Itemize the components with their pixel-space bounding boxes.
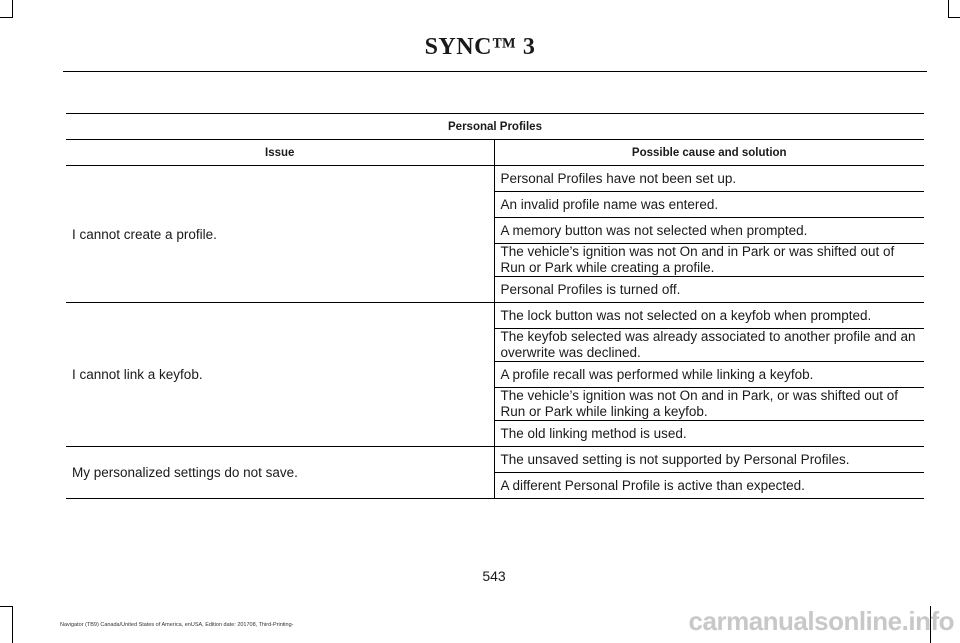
table-row: [66, 303, 924, 329]
cause-cell: The keyfob selected was already associated to another profile and an overwrite was declined.: [494, 329, 924, 362]
page-header-title: SYNC™ 3: [424, 34, 536, 60]
cause-cell: A memory button was not selected when prompted.: [494, 218, 924, 244]
crop-mark: [0, 17, 13, 18]
cause-cell: A profile recall was performed while linking a keyfob.: [494, 362, 924, 388]
cause-cell: The lock button was not selected on a keyfob when prompted.: [494, 303, 924, 329]
crop-mark: [948, 0, 949, 18]
cause-cell: Personal Profiles is turned off.: [494, 277, 924, 303]
issue-cell: My personalized settings do not save.: [66, 447, 494, 499]
table-row: [66, 447, 924, 473]
table-title: Personal Profiles: [66, 114, 924, 140]
issue-cell: I cannot link a keyfob.: [66, 303, 494, 447]
header-rule: [63, 71, 927, 72]
crop-mark: [12, 0, 13, 18]
issue-cell: I cannot create a profile.: [66, 166, 494, 303]
page-number: 543: [482, 568, 506, 584]
edition-footer: Navigator (TB9) Canada/United States of America, enUSA, Edition date: 201708, Third-Printing-: [60, 622, 294, 628]
crop-mark: [948, 17, 960, 18]
cause-cell: An invalid profile name was entered.: [494, 192, 924, 218]
cause-cell: The old linking method is used.: [494, 421, 924, 447]
crop-mark: [0, 606, 13, 607]
cause-cell: Personal Profiles have not been set up.: [494, 166, 924, 192]
crop-mark: [12, 606, 13, 643]
cause-cell: The vehicle’s ignition was not On and in Park or was shifted out of Run or Park while creating a profile.: [494, 244, 924, 277]
cause-cell: The unsaved setting is not supported by Personal Profiles.: [494, 447, 924, 473]
cause-cell: A different Personal Profile is active than expected.: [494, 473, 924, 499]
column-header-issue: Issue: [66, 140, 494, 166]
column-header-cause: Possible cause and solution: [494, 140, 924, 166]
personal-profiles-table: [66, 113, 924, 499]
table-row: [66, 166, 924, 192]
watermark-logo: carmanualsonline.info: [688, 606, 954, 636]
cause-cell: The vehicle’s ignition was not On and in Park, or was shifted out of Run or Park while linking a keyfob.: [494, 388, 924, 421]
